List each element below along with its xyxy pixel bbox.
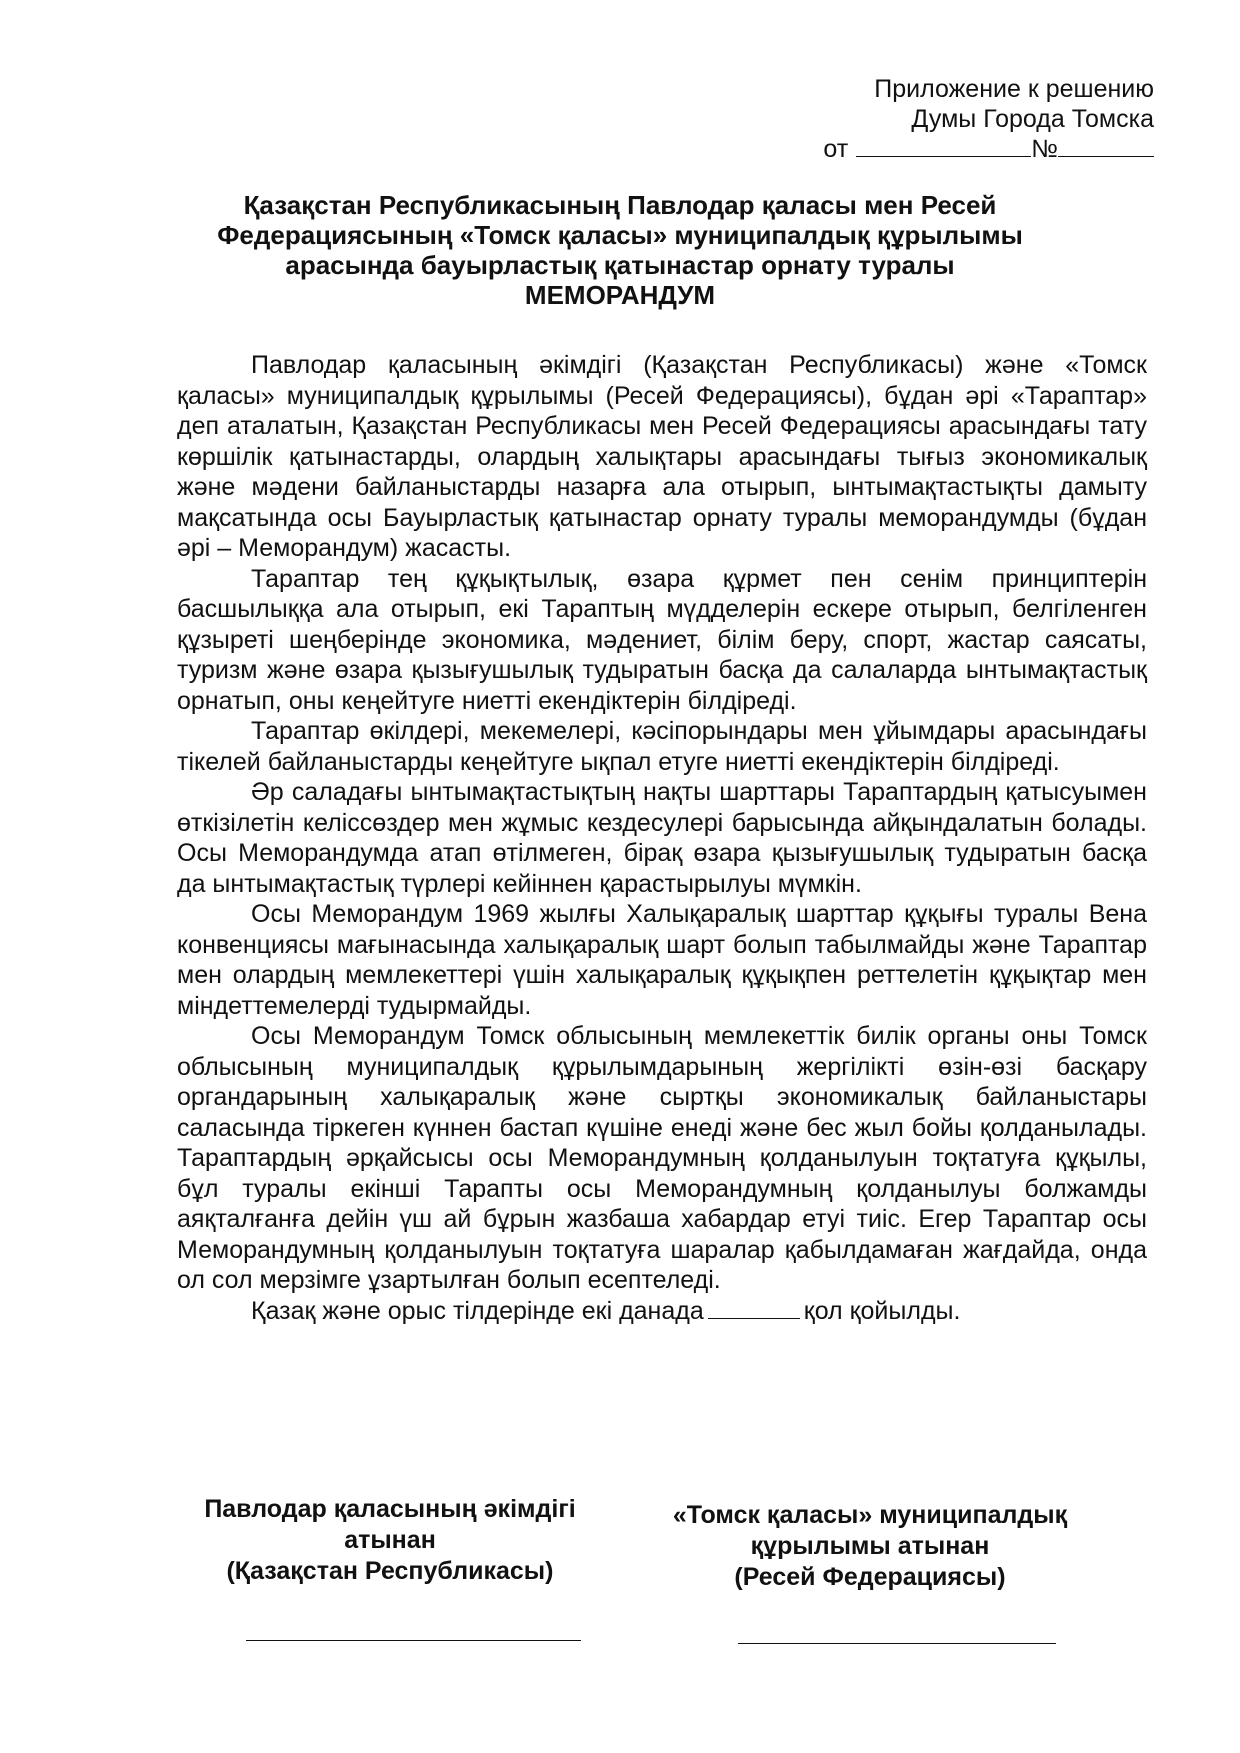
paragraph-3: Тараптар өкілдері, мекемелері, кәсіпорындары мен ұйымдары арасындағы тікелей байланыстарды кеңейтуге ықпал етуге ниетті екендіктерін білдіреді. xyxy=(177,717,1147,776)
title-line-3: арасында бауырластық қатынастар орнату туралы xyxy=(285,250,955,280)
signature-right-line-2: құрылымы атынан xyxy=(750,1532,990,1560)
title-line-2: Федерациясының «Томск қаласы» муниципалдық құрылымы xyxy=(217,220,1023,250)
signature-left-line-1: Павлодар қаласының әкімдігі xyxy=(204,1495,576,1523)
annex-from-label: от xyxy=(823,135,849,163)
signature-left-line-3: (Қазақстан Республикасы) xyxy=(226,1557,554,1585)
signature-right-line-1: «Томск қаласы» муниципалдық xyxy=(672,1501,1068,1529)
signature-left-line-2: атынан xyxy=(344,1526,436,1554)
annex-date-number-line xyxy=(823,134,1154,164)
title-line-1: Қазақстан Республикасының Павлодар қаласы мен Ресей xyxy=(243,190,997,220)
annex-line-1: Приложение к решению xyxy=(874,75,1154,103)
document-body xyxy=(177,350,1147,1326)
signature-right-caption xyxy=(660,1500,1080,1593)
signature-left-caption xyxy=(190,1494,590,1587)
signature-line-left xyxy=(246,1640,581,1641)
closing-text-before: Қазақ және орыс тілдерінде екі данада xyxy=(251,1296,704,1325)
paragraph-5: Осы Меморандум 1969 жылғы Халықаралық шарттар құқығы туралы Вена конвенциясы мағынасында халықаралық шарт болып табылмайды және Тараптар мен олардың мемлекеттері үшін халықаралық құқықпен реттелетін құқықтар мен міндеттемелерді тудырмайды. xyxy=(177,900,1147,1020)
paragraph-6: Осы Меморандум Томск облысының мемлекеттік билік органы оны Томск облысының муниципалдық құрылымдарының жергілікті өзін-өзі басқару органдарының халықаралық және сыртқы экономикалық байланыстары саласында тіркеген күннен бастап күшіне енеді және бес жыл бойы қолданылады. Тараптардың әрқайсысы осы Меморандумның қолданылуын тоқтатуға құқылы, бұл туралы екінші Тарапты осы Меморандумның қолданылуы болжамды аяқталғанға дейін үш ай бұрын жазбаша хабардар етуі тиіс. Егер Тараптар осы Меморандумның қолданылуын тоқтатуға шаралар қабылдамаған жағдайда, онда ол сол мерзімге ұзартылған болып есептеледі. xyxy=(177,1022,1147,1294)
number-blank xyxy=(1058,134,1154,157)
signature-line-right xyxy=(738,1643,1056,1644)
signature-right-line-3: (Ресей Федерациясы) xyxy=(734,1563,1006,1591)
annex-number-label: № xyxy=(1031,135,1058,163)
closing-paragraph xyxy=(177,1296,1147,1327)
closing-blank xyxy=(708,1296,800,1319)
signature-block xyxy=(170,1494,1160,1694)
closing-text-after: қол қойылды. xyxy=(803,1296,961,1325)
title-line-4: МЕМОРАНДУМ xyxy=(524,280,716,310)
paragraph-2: Тараптар тең құқықтылық, өзара құрмет пен сенім принциптерін басшылыққа ала отырып, екі Тараптың мүдделерін ескере отырып, белгіленген құзыреті шеңберінде экономика, мәдениет, білім беру, спорт, жастар саясаты, туризм және өзара қызығушылық тудыратын басқа да салаларда ынтымақтастық орнатып, оны кеңейтуге ниетті екендіктерін білдіреді. xyxy=(177,564,1147,715)
annex-line-2: Думы Города Томска xyxy=(911,105,1154,133)
paragraph-4: Әр саладағы ынтымақтастықтың нақты шарттары Тараптардың қатысуымен өткізілетін келіссөздер мен жұмыс кездесулері барысында айқындалатын болады. Осы Меморандумда атап өтілмеген, бірақ өзара қызығушылық тудыратын басқа да ынтымақтастық түрлері кейіннен қарастырылуы мүмкін. xyxy=(177,778,1147,898)
document-title xyxy=(180,190,1060,310)
annex-header xyxy=(823,74,1154,164)
date-blank xyxy=(856,134,1031,157)
paragraph-1: Павлодар қаласының әкімдігі (Қазақстан Республикасы) және «Томск қаласы» муниципалдық құрылымы (Ресей Федерациясы), бұдан әрі «Тараптар» деп аталатын, Қазақстан Республикасы мен Ресей Федерациясы арасындағы тату көршілік қатынастарды, олардың халықтары арасындағы тығыз экономикалық және мәдени байланыстарды назарға ала отырып, ынтымақтастықты дамыту мақсатында осы Бауырластық қатынастар орнату туралы меморандумды (бұдан әрі – Меморандум) жасасты. xyxy=(177,351,1147,562)
